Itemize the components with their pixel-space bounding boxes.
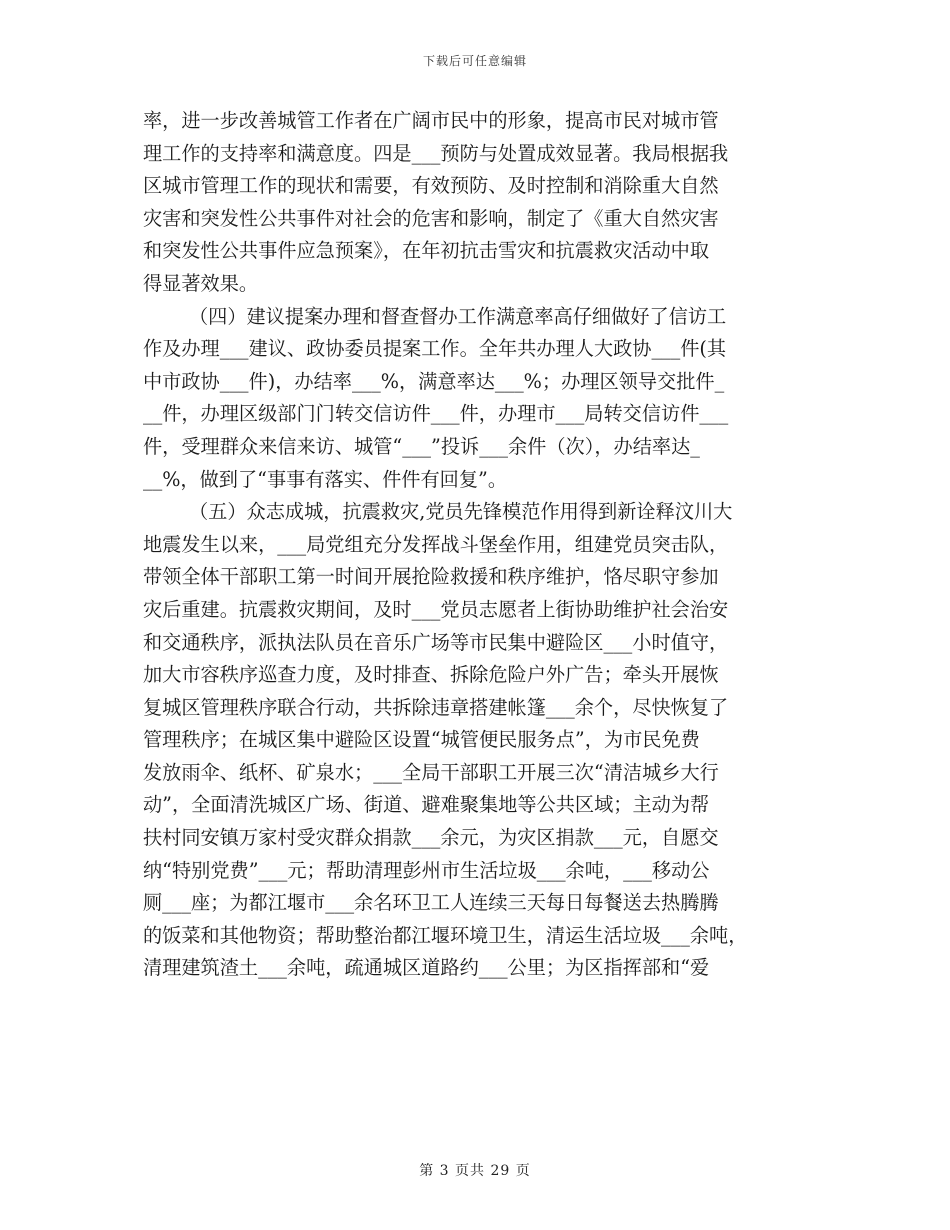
- text-line: __件，办理区级部门门转交信访件___件，办理市___局转交信访件___: [143, 402, 729, 426]
- document-body: [143, 105, 813, 985]
- text-line: __%，做到了“事事有落实、件件有回复”。: [143, 467, 508, 491]
- text-line: 带领全体干部职工第一时间开展抢险救援和秩序维护，恪尽职守参加: [143, 565, 719, 589]
- text-line: 地震发生以来，___局党组充分发挥战斗堡垒作用，组建党员突击队，: [143, 532, 729, 556]
- text-line: 率，进一步改善城管工作者在广阔市民中的形象，提高市民对城市管: [143, 109, 719, 132]
- text-line: 灾害和突发性公共事件对社会的危害和影响，制定了《重大自然灾害: [143, 206, 719, 230]
- text-line: 灾后重建。抗震救灾期间，及时___党员志愿者上街协助维护社会治安: [143, 597, 729, 621]
- text-line: 件，受理群众来信来访、城管“___”投诉___余件（次），办结率达_: [143, 434, 700, 458]
- text-line: 扶村同安镇万家村受灾群众捐款___余元，为灾区捐款___元，自愿交: [143, 826, 719, 850]
- text-line: 清理建筑渣土___余吨，疏通城区道路约___公里；为区指挥部和“爱: [143, 956, 710, 980]
- text-line: 动”，全面清洗城区广场、街道、避难聚集地等公共区域；主动为帮: [143, 793, 710, 817]
- text-line: 区城市管理工作的现状和需要，有效预防、及时控制和消除重大自然: [143, 174, 719, 198]
- text-line: 和突发性公共事件应急预案》，在年初抗击雪灾和抗震救灾活动中取: [143, 239, 710, 263]
- text-line: 理工作的支持率和满意度。四是___预防与处置成效显著。我局根据我: [143, 141, 729, 165]
- text-line: 加大市容秩序巡查力度，及时排查、拆除危险户外广告；牵头开展恢: [143, 663, 719, 687]
- text-line: 发放雨伞、纸杯、矿泉水；___全局干部职工开展三次“清洁城乡大行: [143, 760, 719, 784]
- text-line: 管理秩序；在城区集中避险区设置“城管便民服务点”，为市民免费: [143, 728, 700, 752]
- text-line: 和交通秩序，派执法队员在音乐广场等市民集中避险区___小时值守，: [143, 630, 729, 654]
- text-line: 厕___座；为都江堰市___余名环卫工人连续三天每日每餐送去热腾腾: [143, 891, 719, 915]
- text-line: 复城区管理秩序联合行动，共拆除违章搭建帐篷___余个，尽快恢复了: [143, 695, 729, 719]
- paragraph-heading-5: （五）众志成城，抗震救灾,党员先锋模范作用得到新诠释汶川大: [189, 500, 733, 524]
- paragraph-heading-4: （四）建议提案办理和督查督办工作满意率高仔细做好了信访工: [189, 304, 727, 328]
- text-line: 得显著效果。: [143, 271, 259, 295]
- text-line: 纳“特别党费”___元；帮助清理彭州市生活垃圾___余吨，___移动公: [143, 858, 710, 882]
- text-line: 作及办理___建议、政协委员提案工作。全年共办理人大政协___件(其: [143, 337, 727, 361]
- page-header: 下载后可任意编辑: [422, 54, 527, 68]
- text-line: 中市政协___件)，办结率___%，满意率达___%；办理区领导交批件_: [143, 369, 725, 393]
- page-footer: 第 3 页共 29 页: [419, 1163, 531, 1179]
- text-line: 的饭菜和其他物资；帮助整治都江堰环境卫生，清运生活垃圾___余吨，: [143, 923, 748, 947]
